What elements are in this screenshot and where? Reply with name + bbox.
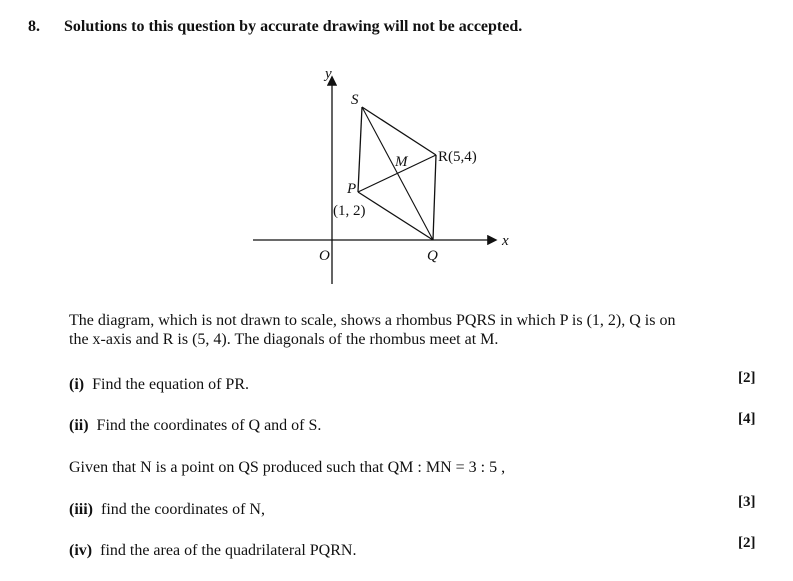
part-iv-text: find the area of the quadrilateral PQRN. [100, 542, 357, 559]
side-RQ [433, 155, 436, 240]
part-iii [69, 500, 265, 520]
label-Q: Q [427, 248, 438, 264]
part-ii-text: Find the coordinates of Q and of S. [96, 417, 322, 434]
side-PS [358, 107, 362, 192]
part-i-marks: [2] [738, 370, 756, 386]
part-iii-text: find the coordinates of N, [101, 501, 265, 518]
part-iv-label: (iv) [69, 542, 93, 559]
diagonal-SQ [362, 107, 433, 240]
part-iii-label: (iii) [69, 501, 93, 518]
part-ii-marks: [4] [738, 411, 756, 427]
label-R: R(5,4) [438, 149, 477, 165]
label-P-coords: (1, 2) [333, 203, 366, 219]
question-heading: Solutions to this question by accurate drawing will not be accepted. [64, 18, 523, 35]
part-i [69, 375, 249, 395]
part-i-text: Find the equation of PR. [92, 376, 249, 393]
part-ii-label: (ii) [69, 417, 89, 434]
side-QP [358, 192, 433, 240]
label-P: P [347, 181, 357, 197]
part-i-label: (i) [69, 376, 85, 393]
label-origin: O [319, 248, 330, 264]
rhombus-diagram [245, 62, 525, 297]
intro-line-1: The diagram, which is not drawn to scale, shows a rhombus PQRS in which P is (1, 2), Q is on [69, 312, 676, 329]
part-iii-marks: [3] [738, 494, 756, 510]
intro-line-2: the x-axis and R is (5, 4). The diagonals of the rhombus meet at M. [69, 331, 499, 348]
part-iv-marks: [2] [738, 535, 756, 551]
given-statement: Given that N is a point on QS produced such that QM : MN = 3 : 5 , [69, 459, 506, 476]
part-ii [69, 416, 321, 436]
label-y-axis: y [325, 66, 332, 82]
label-x-axis: x [502, 233, 509, 249]
part-iv [69, 541, 356, 561]
label-M: M [395, 154, 408, 170]
question-number: 8. [28, 18, 40, 35]
side-SR [362, 107, 436, 155]
label-S: S [351, 92, 359, 108]
